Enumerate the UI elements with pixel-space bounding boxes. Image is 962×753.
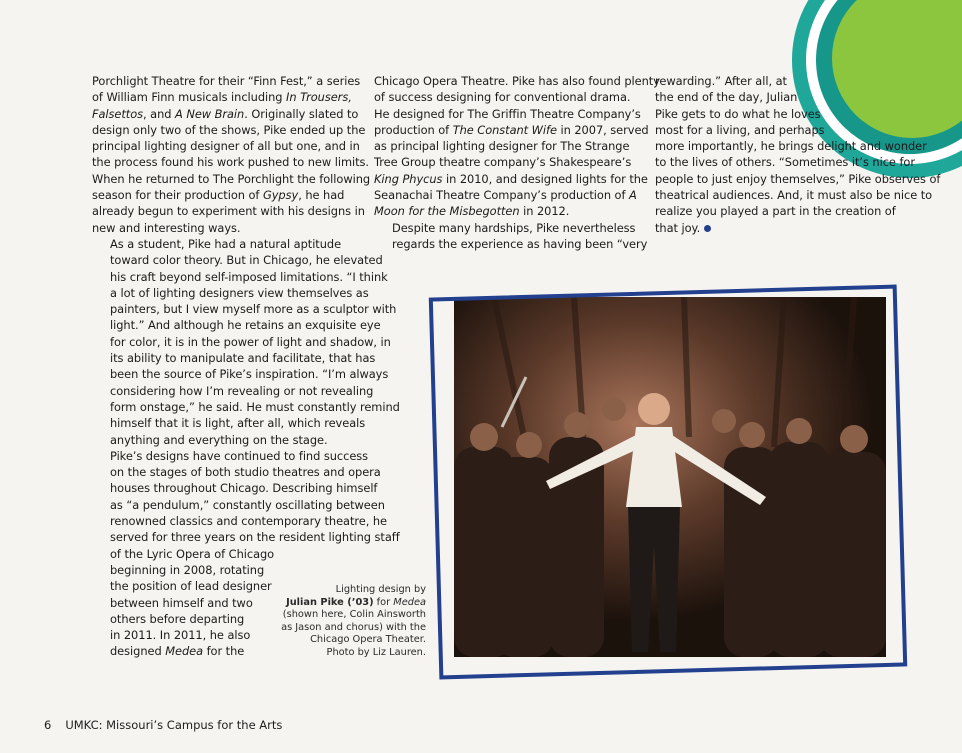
title-constant-wife: The Constant Wife (452, 122, 557, 137)
title-falsettos: Falsettos (92, 106, 144, 121)
title-moon-misbegotten: Moon for the Misbegotten (374, 204, 520, 219)
photo-caption: Lighting design by Julian Pike (’03) for Medea (shown here, Colin Ainsworth as Jason and chorus) with the Chicago Opera Theater. Photo by Liz Lauren. (281, 584, 426, 658)
title-medea: Medea (165, 644, 204, 659)
paragraph-4: Chicago Opera Theatre. Pike has also found plenty of success designing for conventional drama. He designed for The Griffin Theatre Company’s production of The Constant Wife in 2007, served as principal lighting designer for The Strange Tree Group theatre company’s Shakespeare’s King Phycus in 2010, and designed lights for the Seanachai Theatre Company’s production of A Moon for the Misbegotten in 2012. (374, 74, 660, 219)
title-new-brain: A New Brain (175, 106, 245, 121)
end-mark-icon (704, 225, 711, 232)
paragraph-3: Pike’s designs have continued to find success on the stages of both studio theatres and opera houses throughout Chicago. Describing himself as “a pendulum,” constantly oscillating between renowned classics and contemporary theatre, he served for three years on the resident lighting staff of the Lyric Opera of Chicago beginning in 2008, rotating the position of lead designer between himself and two others before departing in 2011. In 2011, he also designed Medea for the (110, 448, 400, 659)
title-king-phycus: King Phycus (374, 171, 443, 186)
article-column-2 (374, 73, 660, 252)
paragraph-6: rewarding.” After all, at the end of the day, Julian Pike gets to do what he loves most for a living, and perhaps more importantly, he brings delight and wonder to the lives of others. “Sometimes it’s nice for people to just enjoy themselves,” Pike observes of theatrical audiences. And, it must also be nice to realize you played a part in the creation of that joy. (655, 74, 941, 235)
article-column-1 (92, 73, 400, 660)
photo-frame (429, 285, 907, 680)
production-photo (434, 291, 904, 676)
page-footer (44, 718, 282, 732)
paragraph-2: As a student, Pike had a natural aptitude toward color theory. But in Chicago, he elevated his craft beyond self-imposed limitations. “I think a lot of lighting designers view themselves as painters, but I view myself more as a sculptor with light.” And although he retains an exquisite eye for color, it is in the power of light and shadow, in its ability to manipulate and facilitate, that has been the source of Pike’s inspiration. “I’m always considering how I’m revealing or not revealing form onstage,” he said. He must constantly remind himself that it is light, after all, which reveals anything and everything on the stage. (110, 236, 400, 447)
paragraph-5: Despite many hardships, Pike nevertheless regards the experience as having been “very (392, 220, 648, 251)
caption-photographer-subject: Julian Pike (’03) (286, 596, 374, 608)
article-column-3 (655, 73, 941, 236)
page-number: 6 (44, 718, 52, 732)
paragraph-1: Porchlight Theatre for their “Finn Fest,” a series of William Finn musicals including In Trousers, Falsettos, and A New Brain. Originally slated to design only two of the shows, Pike ended up the principal lighting designer of all but one, and in the process found his work pushed to new limits. When he returned to The Porchlight the following season for their production of Gypsy, he had already begun to experiment with his designs in new and interesting ways. (92, 74, 371, 235)
title-in-trousers: In Trousers, (286, 90, 352, 105)
title-gypsy: Gypsy (262, 188, 299, 203)
publication-title: UMKC: Missouri’s Campus for the Arts (65, 718, 283, 732)
